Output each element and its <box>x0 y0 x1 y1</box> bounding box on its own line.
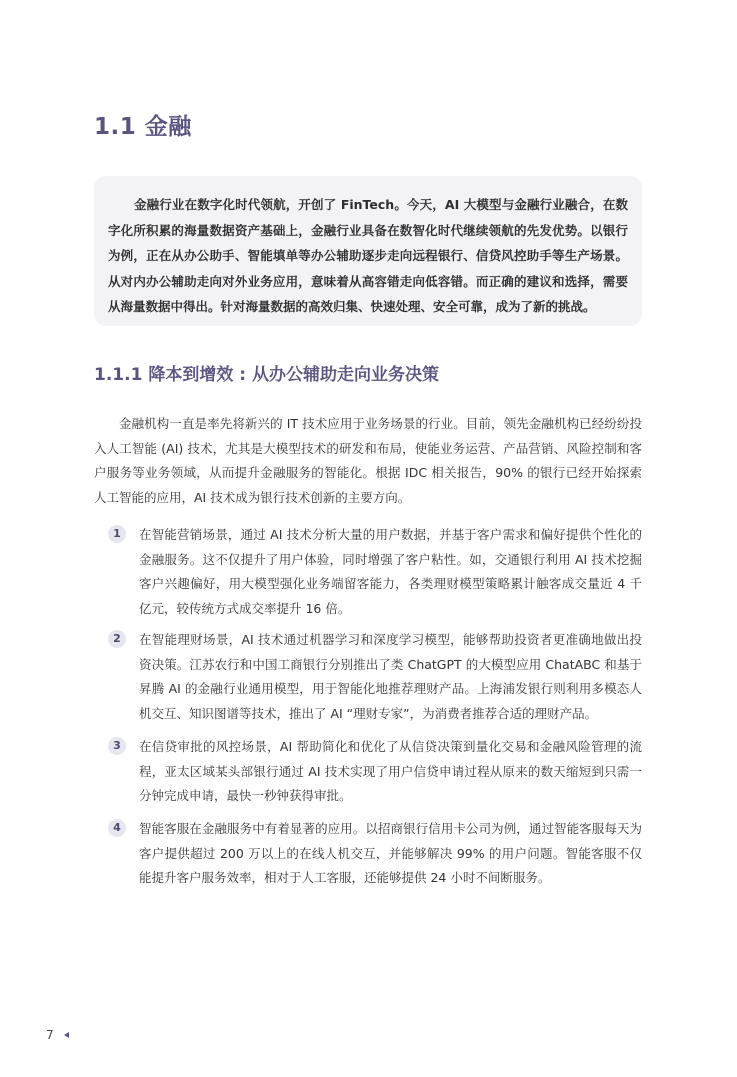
list-item-text: 在智能营销场景，通过 AI 技术分析大量的用户数据，并基于客户需求和偏好提供个性化的金融服务。这不仅提升了用户体验，同时增强了客户粘性。如，交通银行利用 AI 技术挖掘客户兴趣偏好，用大模型强化业务端留客能力，各类理财模型策略累计触客成交量近 4 千亿元，较传统方式成交率提升 16 倍。 <box>139 527 642 616</box>
page-title: 1.1 金融 <box>94 114 192 140</box>
intro-box <box>94 176 642 326</box>
list-number-badge: 4 <box>108 819 126 837</box>
intro-text: 金融行业在数字化时代领航，开创了 FinTech。今天，AI 大模型与金融行业融合，在数字化所积累的海量数据资产基础上，金融行业具备在数智化时代继续领航的先发优势。以银行为例，正在从办公助手、智能填单等办公辅助逐步走向远程银行、信贷风控助手等生产场景。从对内办公辅助走向对外业务应用，意味着从高容错走向低容错。而正确的建议和选择，需要从海量数据中得出。针对海量数据的高效归集、快速处理、安全可靠，成为了新的挑战。 <box>108 197 628 314</box>
page-number: 7 <box>46 1028 54 1042</box>
list-item-text: 智能客服在金融服务中有着显著的应用。以招商银行信用卡公司为例，通过智能客服每天为客户提供超过 200 万以上的在线人机交互，并能够解决 99% 的用户问题。智能客服不仅能提升客户服务效率，相对于人工客服，还能够提供 24 小时不间断服务。 <box>139 821 642 885</box>
body-paragraph: 金融机构一直是率先将新兴的 IT 技术应用于业务场景的行业。目前，领先金融机构已经纷纷投入人工智能 (AI) 技术，尤其是大模型技术的研发和布局，使能业务运营、产品营销、风险控制和客户服务等业务领域，从而提升金融服务的智能化。根据 IDC 相关报告，90% 的银行已经开始探索人工智能的应用，AI 技术成为银行技术创新的主要方向。 <box>94 416 642 505</box>
list-item-text: 在智能理财场景，AI 技术通过机器学习和深度学习模型，能够帮助投资者更准确地做出投资决策。江苏农行和中国工商银行分别推出了类 ChatGPT 的大模型应用 ChatABC 和基于昇腾 AI 的金融行业通用模型，用于智能化地推荐理财产品。上海浦发银行则利用多模态人机交互、知识图谱等技术，推出了 AI “理财专家”，为消费者推荐合适的理财产品。 <box>139 632 642 721</box>
page-footer <box>46 1028 69 1042</box>
list-number-badge: 1 <box>108 525 126 543</box>
list-item-text: 在信贷审批的风控场景，AI 帮助简化和优化了从信贷决策到量化交易和金融风险管理的流程，亚太区域某头部银行通过 AI 技术实现了用户信贷申请过程从原来的数天缩短到只需一分钟完成申请，最快一秒钟获得审批。 <box>139 739 642 803</box>
section-heading: 1.1.1 降本到增效 : 从办公辅助走向业务决策 <box>94 365 439 385</box>
list-number-badge: 3 <box>108 737 126 755</box>
list-number-badge: 2 <box>108 630 126 648</box>
page-marker-triangle-icon <box>64 1032 69 1038</box>
